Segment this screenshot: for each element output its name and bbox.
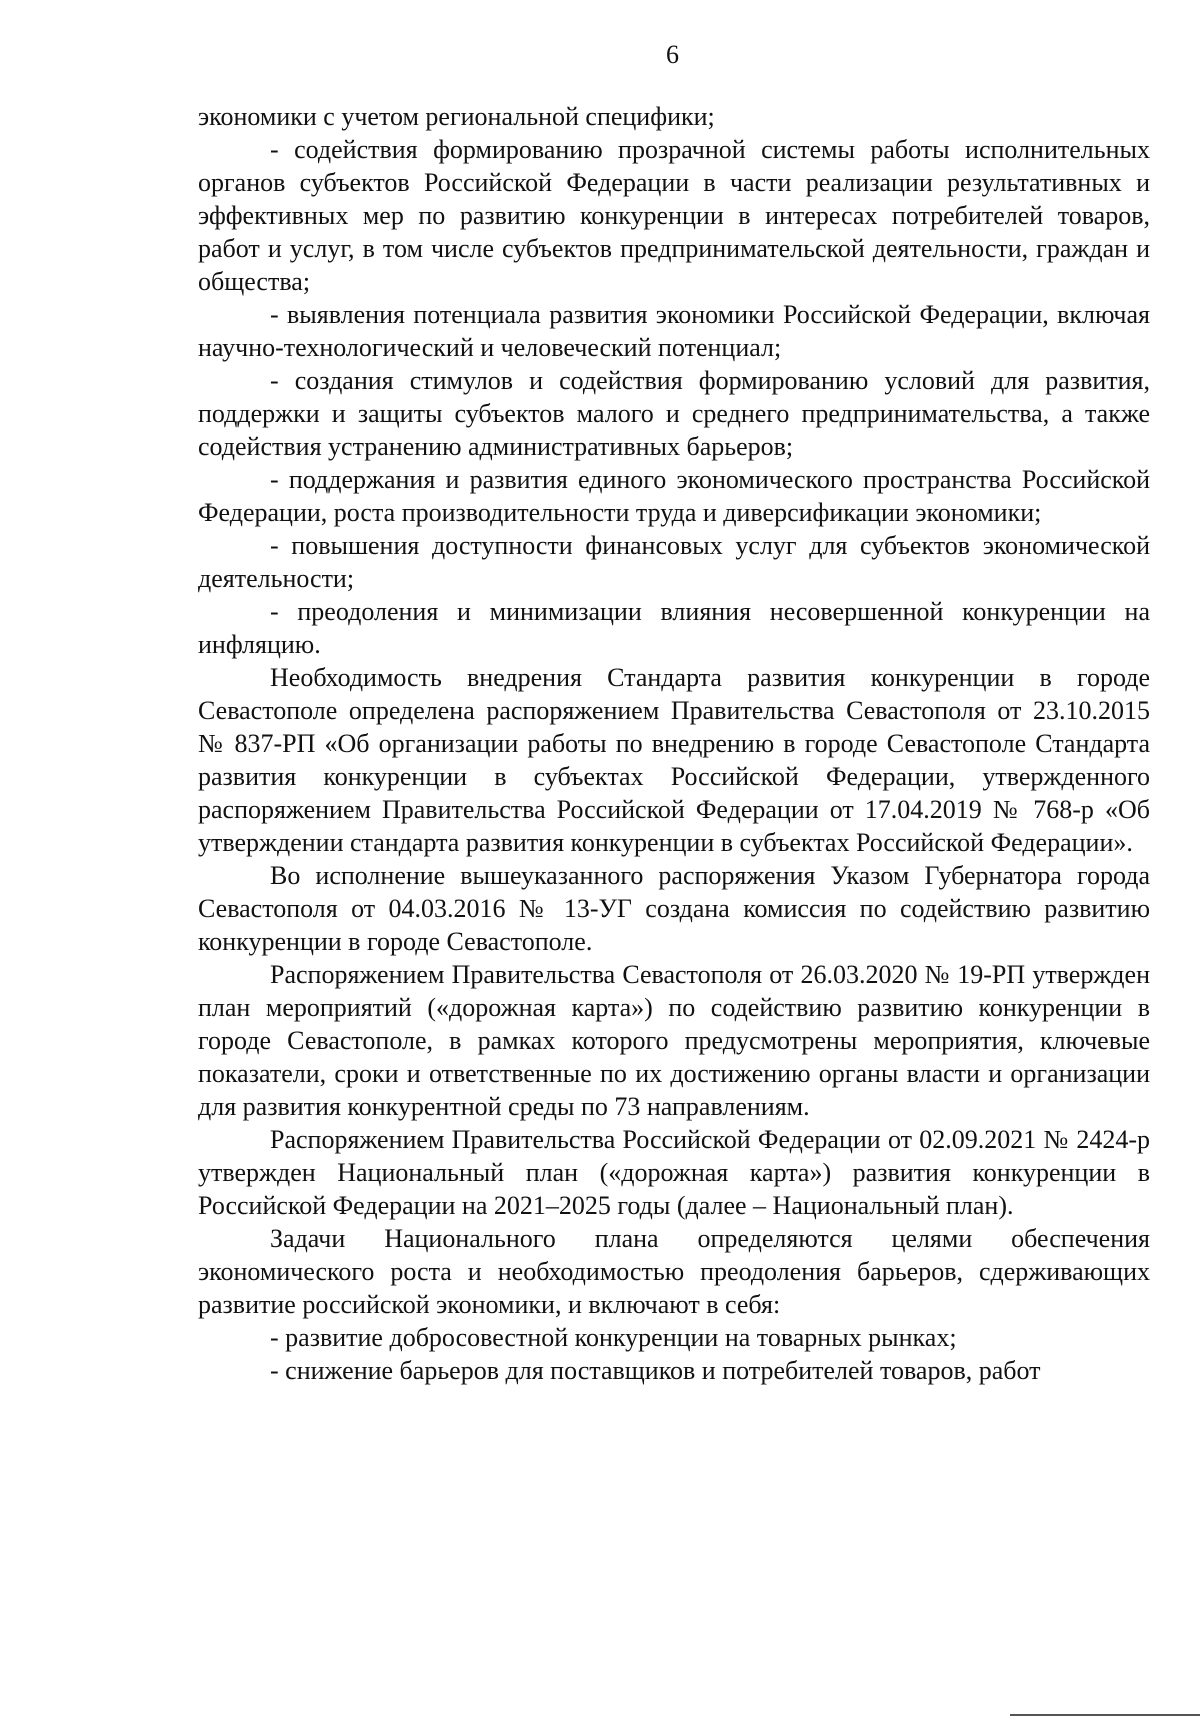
list-item: - снижение барьеров для поставщиков и потребителей товаров, работ: [270, 1356, 1041, 1385]
list-item: - развитие добросовестной конкуренции на товарных рынках;: [270, 1323, 957, 1352]
paragraph: Задачи Национального плана определяются целями обеспечения экономического роста и необходимостью преодоления барьеров, сдерживающих развитие российской экономики, и включают в себя:: [198, 1224, 1150, 1319]
paragraph: Во исполнение вышеуказанного распоряжения Указом Губернатора города Севастополя от 04.03.2016 № 13-УГ создана комиссия по содействию развитию конкуренции в городе Севастополе.: [198, 861, 1150, 956]
list-item: - повышения доступности финансовых услуг для субъектов экономической деятельности;: [198, 531, 1150, 593]
list-item: - содействия формированию прозрачной системы работы исполнительных органов субъектов Российской Федерации в части реализации результативных и эффективных мер по развитию конкуренции в интересах потребителей товаров, работ и услуг, в том числе субъектов предпринимательской деятельности, граждан и общества;: [198, 135, 1150, 296]
paragraph: Необходимость внедрения Стандарта развития конкуренции в городе Севастополе определена распоряжением Правительства Севастополя от 23.10.2015 № 837-РП «Об организации работы по внедрению в городе Севастополе Стандарта развития конкуренции в субъектах Российской Федерации, утвержденного распоряжением Правительства Российской Федерации от 17.04.2019 № 768-р «Об утверждении стандарта развития конкуренции в субъектах Российской Федерации».: [198, 663, 1150, 857]
page-number: 6: [666, 40, 679, 69]
list-item: - поддержания и развития единого экономического пространства Российской Федерации, роста производительности труда и диверсификации экономики;: [198, 465, 1150, 527]
list-item: - выявления потенциала развития экономики Российской Федерации, включая научно-технологический и человеческий потенциал;: [198, 300, 1150, 362]
paragraph: Распоряжением Правительства Севастополя от 26.03.2020 № 19-РП утвержден план мероприятий («дорожная карта») по содействию развитию конкуренции в городе Севастополе, в рамках которого предусмотрены мероприятия, ключевые показатели, сроки и ответственные по их достижению органы власти и организации для развития конкурентной среды по 73 направлениям.: [198, 960, 1150, 1121]
paragraph: Распоряжением Правительства Российской Федерации от 02.09.2021 № 2424-р утвержден Национальный план («дорожная карта») развития конкуренции в Российской Федерации на 2021–2025 годы (далее – Национальный план).: [198, 1125, 1150, 1220]
list-item: - создания стимулов и содействия формированию условий для развития, поддержки и защиты субъектов малого и среднего предпринимательства, а также содействия устранению административных барьеров;: [198, 366, 1150, 461]
list-item: - преодоления и минимизации влияния несовершенной конкуренции на инфляцию.: [198, 597, 1150, 659]
paragraph-continuation: экономики с учетом региональной специфики;: [198, 102, 715, 131]
document-body: [198, 100, 1150, 1387]
scan-edge-line: [1010, 1714, 1200, 1716]
